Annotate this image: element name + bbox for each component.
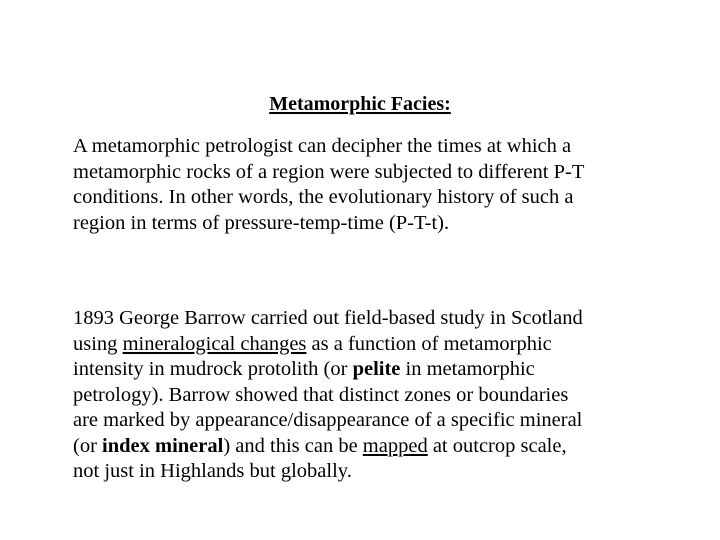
- text-run: using: [73, 332, 123, 355]
- bold-term-index-mineral: index mineral: [102, 434, 224, 457]
- bold-term-pelite: pelite: [352, 358, 401, 380]
- paragraph-line: petrology). Barrow showed that distinct zones or boundaries: [73, 383, 569, 406]
- paragraph-line: are marked by appearance/disappearance of a specific mineral: [73, 409, 583, 431]
- paragraph-line: A metamorphic petrologist can decipher the times at which a: [73, 135, 572, 157]
- underlined-term-mapped: mapped: [362, 434, 428, 457]
- paragraph-line: conditions. In other words, the evolutionary history of such a: [73, 186, 574, 208]
- text-run: in metamorphic: [400, 358, 535, 380]
- paragraph-line: metamorphic rocks of a region were subjected to different P-T: [73, 160, 585, 183]
- text-run: (or: [73, 434, 103, 457]
- text-run: as a function of metamorphic: [306, 332, 552, 355]
- text-run: at outcrop scale,: [427, 434, 567, 457]
- paragraph-line: [73, 434, 703, 460]
- slide-title: Metamorphic Facies:: [269, 93, 451, 115]
- text-run: ) and this can be: [223, 434, 363, 457]
- paragraph-intro: [73, 134, 703, 236]
- paragraph-line: region in terms of pressure-temp-time (P-T-t).: [73, 211, 450, 234]
- paragraph-line: 1893 George Barrow carried out field-based study in Scotland: [73, 307, 583, 329]
- paragraph-line: not just in Highlands but globally.: [73, 460, 352, 482]
- underlined-term-mineralogical-changes: mineralogical changes: [122, 332, 307, 355]
- paragraph-barrow: [73, 306, 703, 485]
- text-run: intensity in mudrock protolith (or: [73, 358, 353, 380]
- paragraph-line: [73, 357, 703, 383]
- paragraph-line: [73, 332, 703, 358]
